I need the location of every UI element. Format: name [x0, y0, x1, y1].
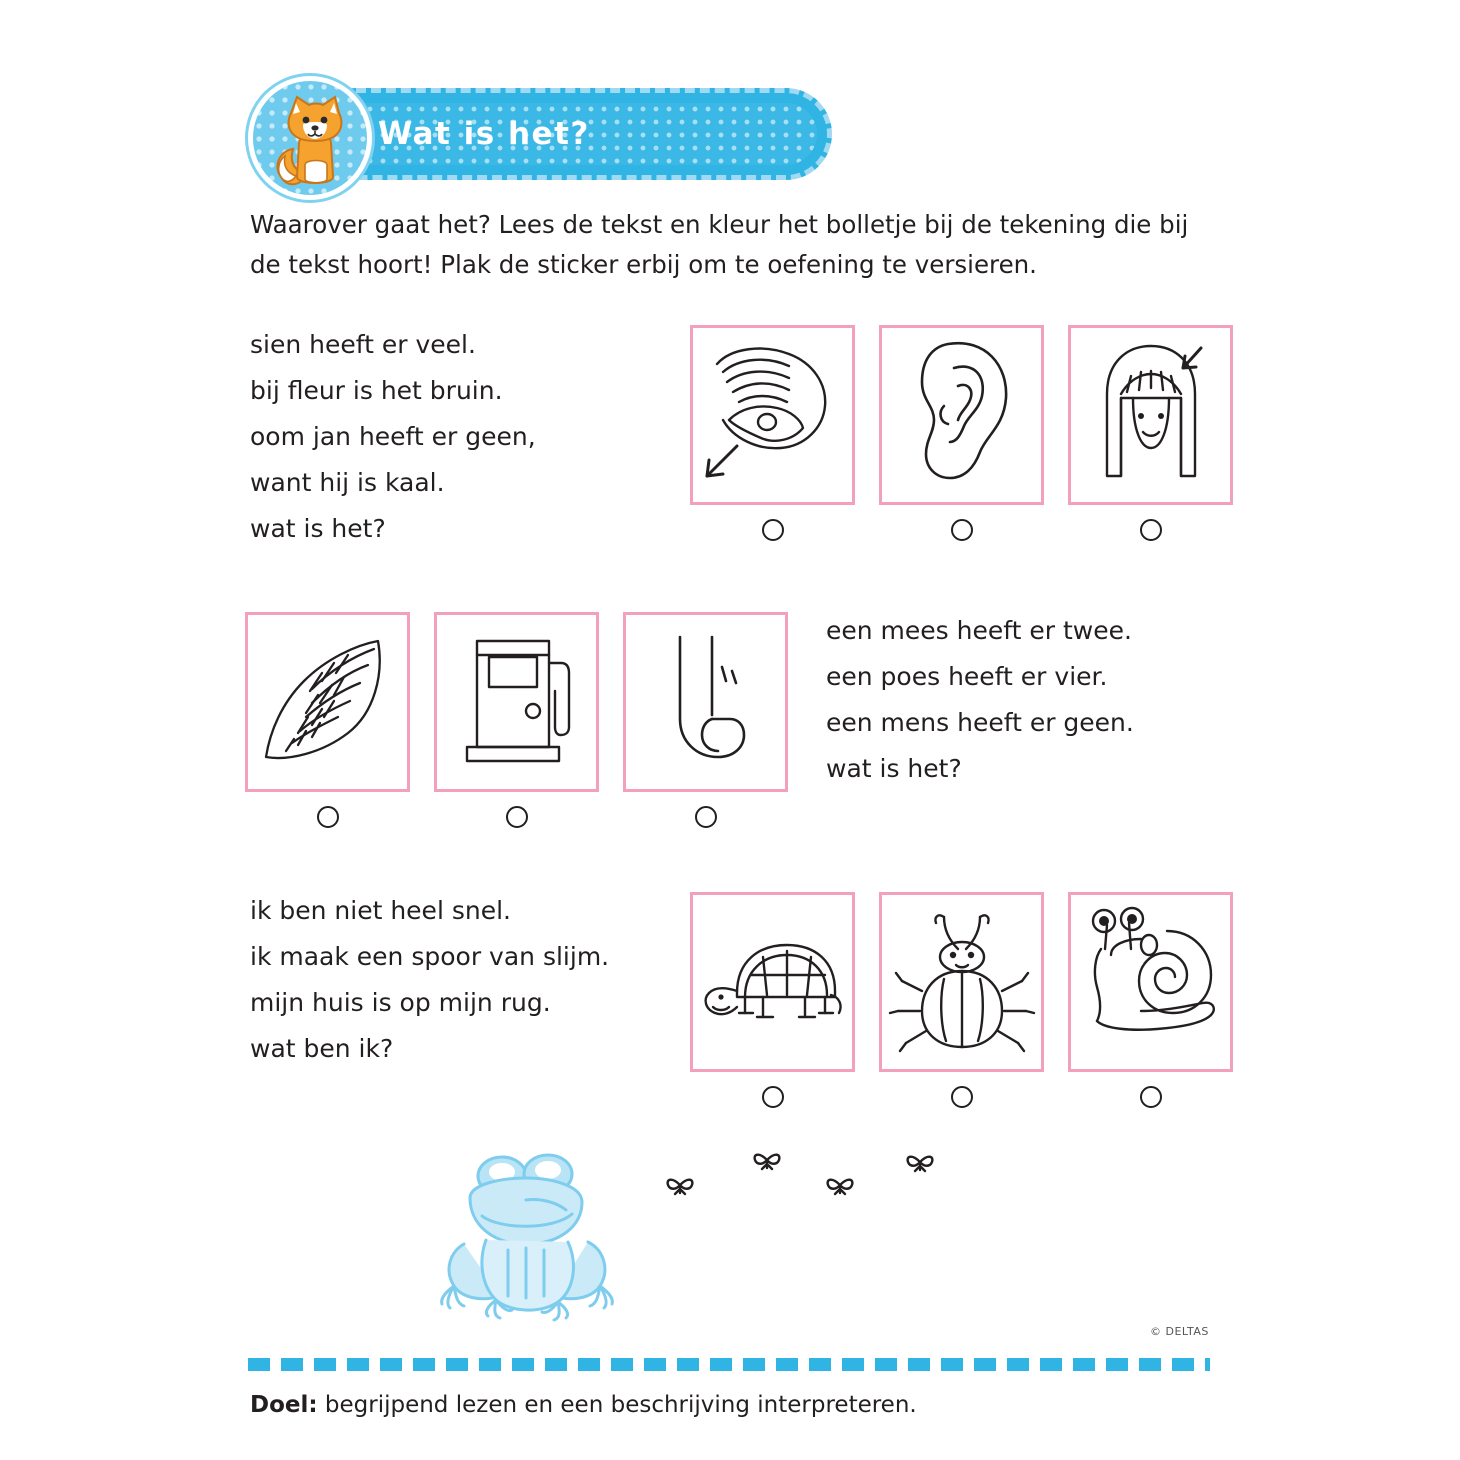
riddle-3-choice-2-bubble[interactable] — [951, 1086, 973, 1108]
riddle-2-choices — [245, 612, 788, 828]
riddle-1-choice-3-bubble[interactable] — [1140, 519, 1162, 541]
riddle-2-text — [826, 608, 1246, 792]
riddle-2-line-3: een mens heeft er geen. — [826, 708, 1134, 737]
riddle-2-line-1: een mees heeft er twee. — [826, 616, 1132, 645]
fox-mascot-badge — [248, 76, 372, 200]
riddle-3-choices — [690, 892, 1233, 1108]
riddle-1-line-4: want hij is kaal. — [250, 468, 445, 497]
goal-label: Doel: — [250, 1392, 318, 1418]
riddle-1-line-1: sien heeft er veel. — [250, 330, 476, 359]
eye-icon — [690, 325, 855, 505]
riddle-1-choice-1[interactable] — [690, 325, 855, 541]
frog-illustration — [430, 1140, 990, 1340]
riddle-2-choice-3-bubble[interactable] — [695, 806, 717, 828]
footer-divider — [248, 1358, 1210, 1371]
riddle-3-line-2: ik maak een spoor van slijm. — [250, 942, 610, 971]
riddle-2-choice-3[interactable] — [623, 612, 788, 828]
riddle-1-choices — [690, 325, 1233, 541]
riddle-1-choice-1-bubble[interactable] — [762, 519, 784, 541]
riddle-1-line-5: wat is het? — [250, 514, 386, 543]
fuel-pump-icon — [434, 612, 599, 792]
riddle-1-line-3: oom jan heeft er geen, — [250, 422, 536, 451]
beetle-icon — [879, 892, 1044, 1072]
goal-text: begrijpend lezen en een beschrijving interpreteren. — [317, 1392, 917, 1418]
page-title: Wat is het? — [378, 116, 590, 152]
ear-icon — [879, 325, 1044, 505]
riddle-3-choice-3[interactable] — [1068, 892, 1233, 1108]
riddle-3-line-1: ik ben niet heel snel. — [250, 896, 511, 925]
riddle-3-choice-3-bubble[interactable] — [1140, 1086, 1162, 1108]
riddle-3-choice-1-bubble[interactable] — [762, 1086, 784, 1108]
paw-leg-icon — [623, 612, 788, 792]
flies-illustration — [668, 1155, 933, 1194]
turtle-icon — [690, 892, 855, 1072]
riddle-3-text — [250, 888, 680, 1072]
riddle-3-choice-1[interactable] — [690, 892, 855, 1108]
hair-girl-icon — [1068, 325, 1233, 505]
riddle-2-choice-1[interactable] — [245, 612, 410, 828]
riddle-2-line-4: wat is het? — [826, 754, 962, 783]
riddle-3-line-4: wat ben ik? — [250, 1034, 394, 1063]
riddle-1-choice-2[interactable] — [879, 325, 1044, 541]
instructions: Waarover gaat het? Lees de tekst en kleur het bolletje bij de tekening die bij de tekst hoort! Plak de sticker erbij om te oefening te versieren. — [250, 210, 1189, 279]
wing-icon — [245, 612, 410, 792]
riddle-1-text — [250, 322, 670, 552]
riddle-1-choice-3[interactable] — [1068, 325, 1233, 541]
riddle-1-choice-2-bubble[interactable] — [951, 519, 973, 541]
riddle-3-line-3: mijn huis is op mijn rug. — [250, 988, 551, 1017]
riddle-3-choice-2[interactable] — [879, 892, 1044, 1108]
riddle-2-choice-1-bubble[interactable] — [317, 806, 339, 828]
goal-line — [250, 1392, 1250, 1418]
copyright: © DELTAS — [1150, 1325, 1209, 1338]
riddle-2-line-2: een poes heeft er vier. — [826, 662, 1108, 691]
riddle-1-line-2: bij fleur is het bruin. — [250, 376, 503, 405]
page-header — [248, 40, 832, 170]
snail-icon — [1068, 892, 1233, 1072]
fox-mascot-icon — [269, 91, 361, 195]
riddle-2-choice-2[interactable] — [434, 612, 599, 828]
riddle-2-choice-2-bubble[interactable] — [506, 806, 528, 828]
